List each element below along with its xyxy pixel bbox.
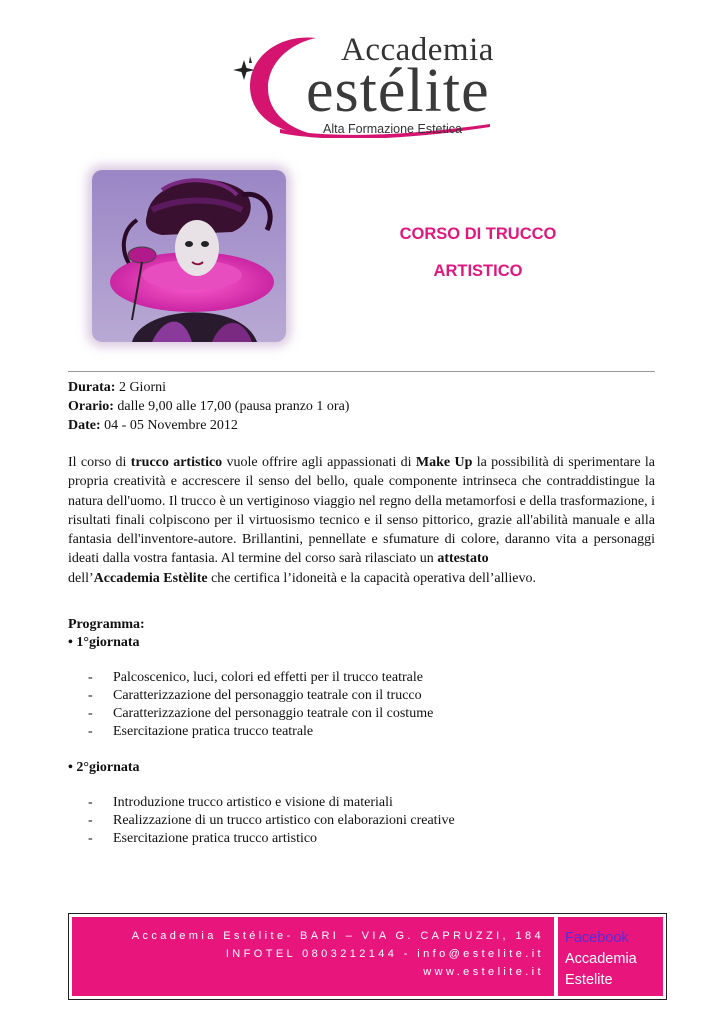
footer-facebook-panel[interactable]	[558, 917, 663, 996]
dates-line	[68, 418, 238, 434]
list-item-text: Caratterizzazione del personaggio teatrale con il costume	[113, 706, 434, 721]
list-dash: -	[88, 670, 93, 685]
day2-heading: • 2°giornata	[68, 760, 140, 775]
list-item	[88, 831, 317, 847]
facebook-name-line1: Accademia	[565, 951, 637, 967]
course-title-line1: CORSO DI TRUCCO	[399, 225, 557, 243]
schedule-label: Orario:	[68, 399, 114, 414]
desc-bold-makeup: Make Up	[415, 455, 473, 470]
list-item-text: Caratterizzazione del personaggio teatrale con il trucco	[113, 688, 422, 703]
facebook-name-line2: Estelite	[565, 972, 613, 988]
footer-website[interactable]: www.estelite.it	[423, 966, 544, 978]
desc-text-4: dell’	[68, 570, 94, 586]
duration-value: 2 Giorni	[115, 380, 166, 395]
footer-contacts[interactable]: INFOTEL 0803212144 - info@estelite.it	[225, 948, 544, 960]
masquerade-costume-photo-icon	[92, 170, 286, 342]
logo-estelite-text: estélite	[306, 57, 490, 125]
list-item-text: Realizzazione di un trucco artistico con elaborazioni creative	[113, 813, 455, 828]
desc-last-line	[68, 569, 655, 588]
list-item	[88, 724, 313, 740]
list-dash: -	[88, 795, 93, 810]
desc-text-1: Il corso di	[68, 455, 131, 470]
list-item	[88, 813, 455, 829]
program-heading: Programma:	[68, 617, 145, 632]
course-description	[68, 453, 655, 588]
desc-bold-attestato: attestato	[437, 551, 489, 567]
desc-bold-accademia: Accademia Estèlite	[93, 570, 208, 586]
list-item-text: Introduzione trucco artistico e visione di materiali	[113, 795, 393, 810]
logo-accademia-text: Accademia	[341, 32, 494, 68]
logo-tagline: Alta Formazione Estetica	[323, 122, 462, 136]
list-item-text: Esercitazione pratica trucco teatrale	[113, 724, 314, 739]
desc-text-5: che certifica l’idoneità e la capacità operativa dell’allievo.	[207, 570, 537, 586]
footer-box	[68, 913, 667, 1000]
list-item	[88, 670, 423, 686]
list-dash: -	[88, 831, 93, 846]
desc-text-2: vuole offrire agli appassionati di	[222, 455, 416, 470]
dates-label: Date:	[68, 418, 101, 433]
academy-logo	[228, 30, 503, 138]
divider	[68, 371, 655, 372]
dates-value: 04 - 05 Novembre 2012	[100, 418, 238, 433]
list-dash: -	[88, 813, 93, 828]
list-dash: -	[88, 688, 93, 703]
day1-heading: • 1°giornata	[68, 635, 140, 650]
list-item-text: Esercitazione pratica trucco artistico	[113, 831, 318, 846]
desc-bold-trucco: trucco artistico	[130, 455, 223, 470]
list-dash: -	[88, 724, 93, 739]
list-item	[88, 795, 393, 811]
course-title-line2: ARTISTICO	[433, 262, 523, 280]
facebook-label[interactable]: Facebook	[565, 930, 629, 946]
masquerade-costume-photo	[92, 170, 286, 342]
footer-address: Accademia Estélite- BARI – VIA G. CAPRUZZI, 184	[131, 930, 544, 942]
schedule-line	[68, 399, 349, 415]
list-item	[88, 706, 433, 722]
footer-contact-panel	[72, 917, 554, 996]
desc-text-3: la possibilità di sperimentare la propria creatività e accrescere il senso del bello, quale componente intrinseca che contraddistingue la natura dell'uomo. Il trucco è un vertiginoso viaggio nel regno della metamorfosi e della trasformazione, i risultati finali colpiscono per il virtuosismo tecnico e il senso pittorico, grazie all'abilità manuale e alla fantasia dell'inventore-autore. Brillantini, pennellate e sfumature di colore, daranno vita a personaggi ideati dalla vostra fantasia. Al termine del corso sarà rilasciato un	[68, 455, 655, 567]
list-dash: -	[88, 706, 93, 721]
list-item	[88, 688, 422, 704]
schedule-value: dalle 9,00 alle 17,00 (pausa pranzo 1 ora)	[113, 399, 350, 414]
list-item-text: Palcoscenico, luci, colori ed effetti per il trucco teatrale	[113, 670, 423, 685]
duration-label: Durata:	[68, 380, 116, 395]
duration-line	[68, 380, 166, 396]
